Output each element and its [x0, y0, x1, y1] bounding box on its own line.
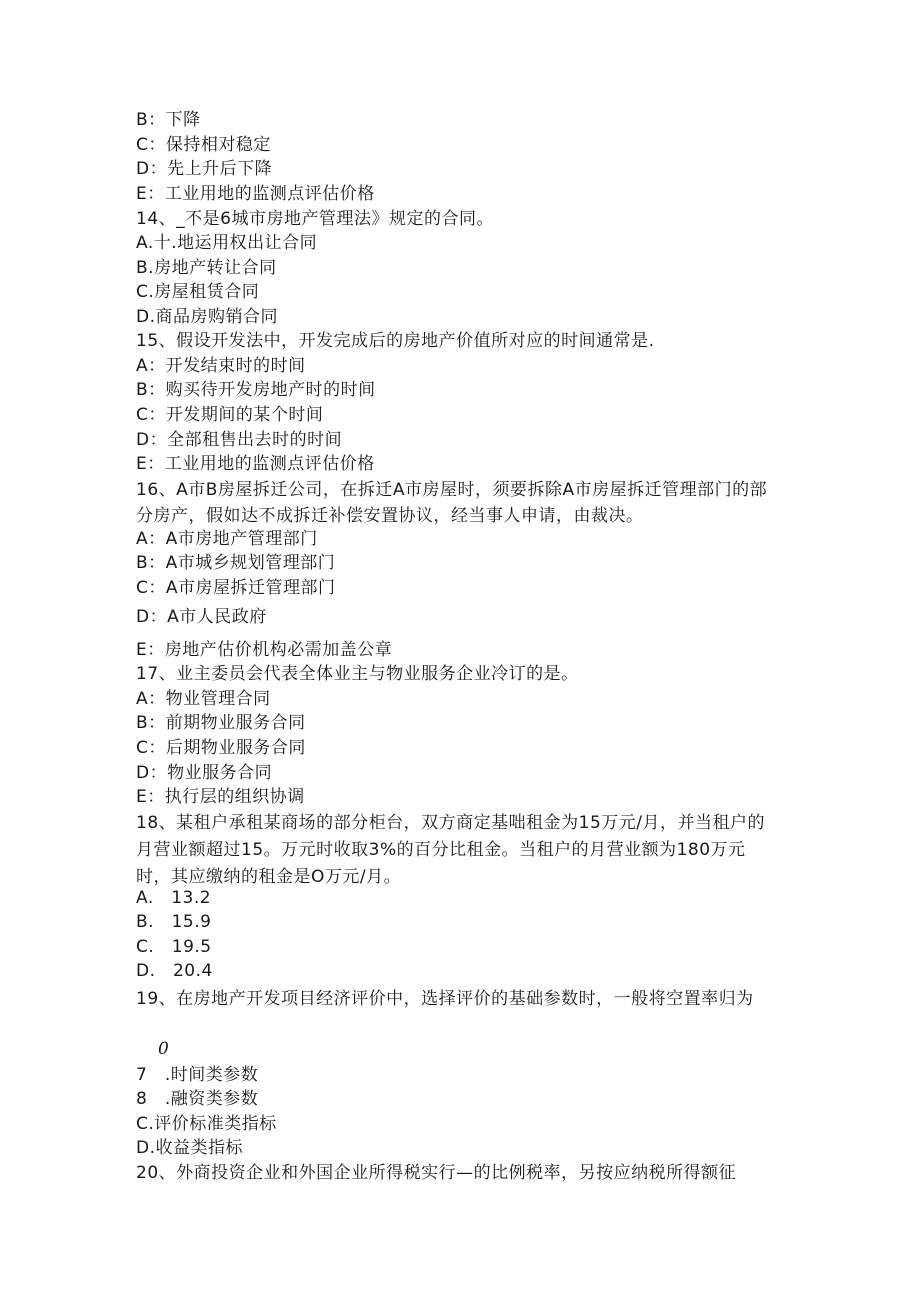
answer-blank: 0: [158, 1039, 170, 1059]
option-a: A：开发结束时的时间: [136, 356, 306, 376]
option-e: E：工业用地的监测点评估价格: [136, 184, 375, 204]
question-16: 16、A市B房屋拆迁公司，在拆迁A市房屋时，须要拆除A市房屋拆迁管理部门的部分房产，假如达不成拆迁补偿安置协议，经当事人申请，由裁决。: [136, 480, 768, 526]
option-b: B.房地产转让合同: [136, 258, 277, 278]
question-18: 18、某租户承租某商场的部分柜台，双方商定基咄租金为15万元/月，并当租户的月营业额超过15。万元时收取3%的百分比租金。当租户的月营业额为180万元时，其应缴纳的租金是O万元/月。: [136, 813, 765, 887]
question-19: 19、在房地产开发项目经济评价中，选择评价的基础参数时，一般将空置率归为: [136, 989, 754, 1009]
option-a: A：A市房地产管理部门: [136, 529, 318, 549]
option-8: 8 .融资类参数: [136, 1089, 259, 1109]
option-c: C.评价标准类指标: [136, 1114, 277, 1134]
option-b: B：前期物业服务合同: [136, 713, 306, 733]
option-c: C. 19.5: [136, 937, 212, 957]
option-d: D：全部租售出去时的时间: [136, 430, 343, 450]
option-7: 7 .时间类参数: [136, 1065, 259, 1085]
option-b: B. 15.9: [136, 912, 212, 932]
option-c: C：保持相对稳定: [136, 135, 271, 155]
question-14: 14、_不是6城市房地产管理法》规定的合同。: [136, 209, 494, 229]
option-d: D.收益类指标: [136, 1138, 243, 1158]
question-17: 17、业主委员会代表全体业主与物业服务企业冷订的是。: [136, 664, 579, 684]
option-e: E：房地产估价机构必需加盖公章: [136, 640, 393, 660]
option-c: C：A市房屋拆迁管理部门: [136, 578, 336, 598]
option-c: C：开发期间的某个时间: [136, 405, 324, 425]
option-d: D：先上升后下降: [136, 159, 273, 179]
option-d: D：A市人民政府: [136, 607, 267, 627]
option-d: D：物业服务合同: [136, 763, 273, 783]
option-c: C：后期物业服务合同: [136, 738, 306, 758]
option-e: E：执行层的组织协调: [136, 787, 305, 807]
option-c: C.房屋租赁合同: [136, 282, 260, 302]
question-15: 15、假设开发法中，开发完成后的房地产价值所对应的时间通常是.: [136, 331, 655, 351]
option-b: B：购买待开发房地产时的时间: [136, 380, 376, 400]
option-a: A. 13.2: [136, 888, 212, 908]
option-a: A.十.地运用权出让合同: [136, 233, 318, 253]
option-d: D. 20.4: [136, 961, 213, 981]
option-a: A：物业管理合同: [136, 689, 271, 709]
option-e: E：工业用地的监测点评估价格: [136, 454, 375, 474]
option-d: D.商品房购销合同: [136, 307, 278, 327]
option-b: B：下降: [136, 110, 201, 130]
question-20: 20、外商投资企业和外国企业所得税实行—的比例税率，另按应纳税所得额征: [136, 1163, 737, 1183]
option-b: B：A市城乡规划管理部门: [136, 553, 336, 573]
